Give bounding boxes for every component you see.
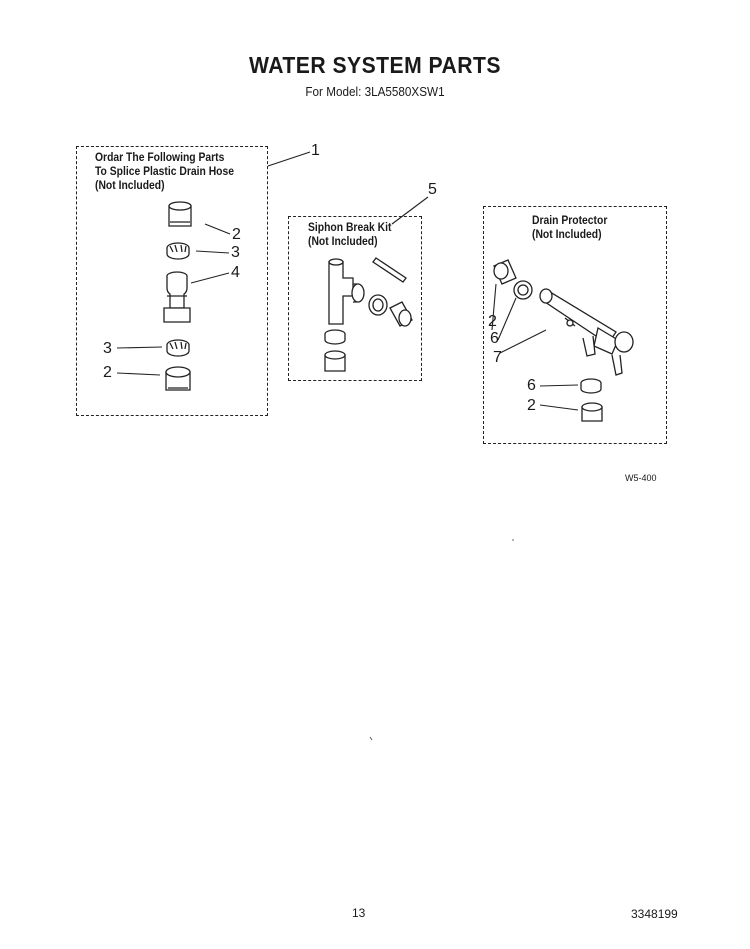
- connector-tube: [164, 272, 190, 322]
- callout-4: 4: [231, 264, 240, 281]
- callout-6-ring: 6: [527, 377, 536, 394]
- part-number: 3348199: [631, 907, 678, 921]
- protector-small-adapter: [582, 403, 602, 421]
- vent-rod: [373, 258, 406, 282]
- page-title: WATER SYSTEM PARTS: [248, 52, 502, 78]
- callout-2-top: 2: [232, 226, 241, 243]
- clamp-ring-top: [167, 243, 189, 259]
- siphon-ring: [325, 330, 345, 344]
- splice-parts-label-line1: Ordar The Following Parts: [95, 152, 225, 164]
- splice-parts-label-line2: To Splice Plastic Drain Hose: [95, 166, 235, 178]
- protector-clamp: [514, 281, 532, 299]
- model-subtitle: For Model: 3LA5580XSW1: [305, 84, 445, 99]
- drain-protector-label-line2: (Not Included): [532, 229, 602, 241]
- callout-7: 7: [493, 349, 502, 366]
- scan-marks: [370, 540, 514, 740]
- siphon-break-kit-label-line1: Siphon Break Kit: [308, 222, 392, 234]
- page-number: 13: [352, 906, 366, 920]
- callout-1: 1: [311, 142, 320, 159]
- siphon-tee: [329, 259, 364, 324]
- callout-2-protector: 2: [488, 313, 497, 330]
- adapter-fitting-bottom: [166, 367, 190, 390]
- drain-protector-label-line1: Drain Protector: [532, 215, 608, 227]
- siphon-adapter: [325, 351, 345, 371]
- protector-adapter: [494, 260, 516, 284]
- splice-parts-label-line3: (Not Included): [95, 180, 165, 192]
- callout-6-protector: 6: [490, 330, 499, 347]
- callout-5: 5: [428, 181, 437, 198]
- siphon-coupling: [390, 302, 412, 326]
- siphon-break-kit-label-line2: (Not Included): [308, 236, 378, 248]
- callout-3-top: 3: [231, 244, 240, 261]
- drain-protector-body: [540, 289, 633, 375]
- siphon-clamp: [369, 295, 387, 315]
- callout-2-bottom: 2: [103, 364, 112, 381]
- protector-ring: [581, 379, 601, 393]
- adapter-fitting-top: [169, 202, 191, 226]
- callout-2-adapter: 2: [527, 397, 536, 414]
- figure-code: W5-400: [625, 473, 657, 483]
- callout-3-bottom: 3: [103, 340, 112, 357]
- clamp-ring-bottom: [167, 340, 189, 356]
